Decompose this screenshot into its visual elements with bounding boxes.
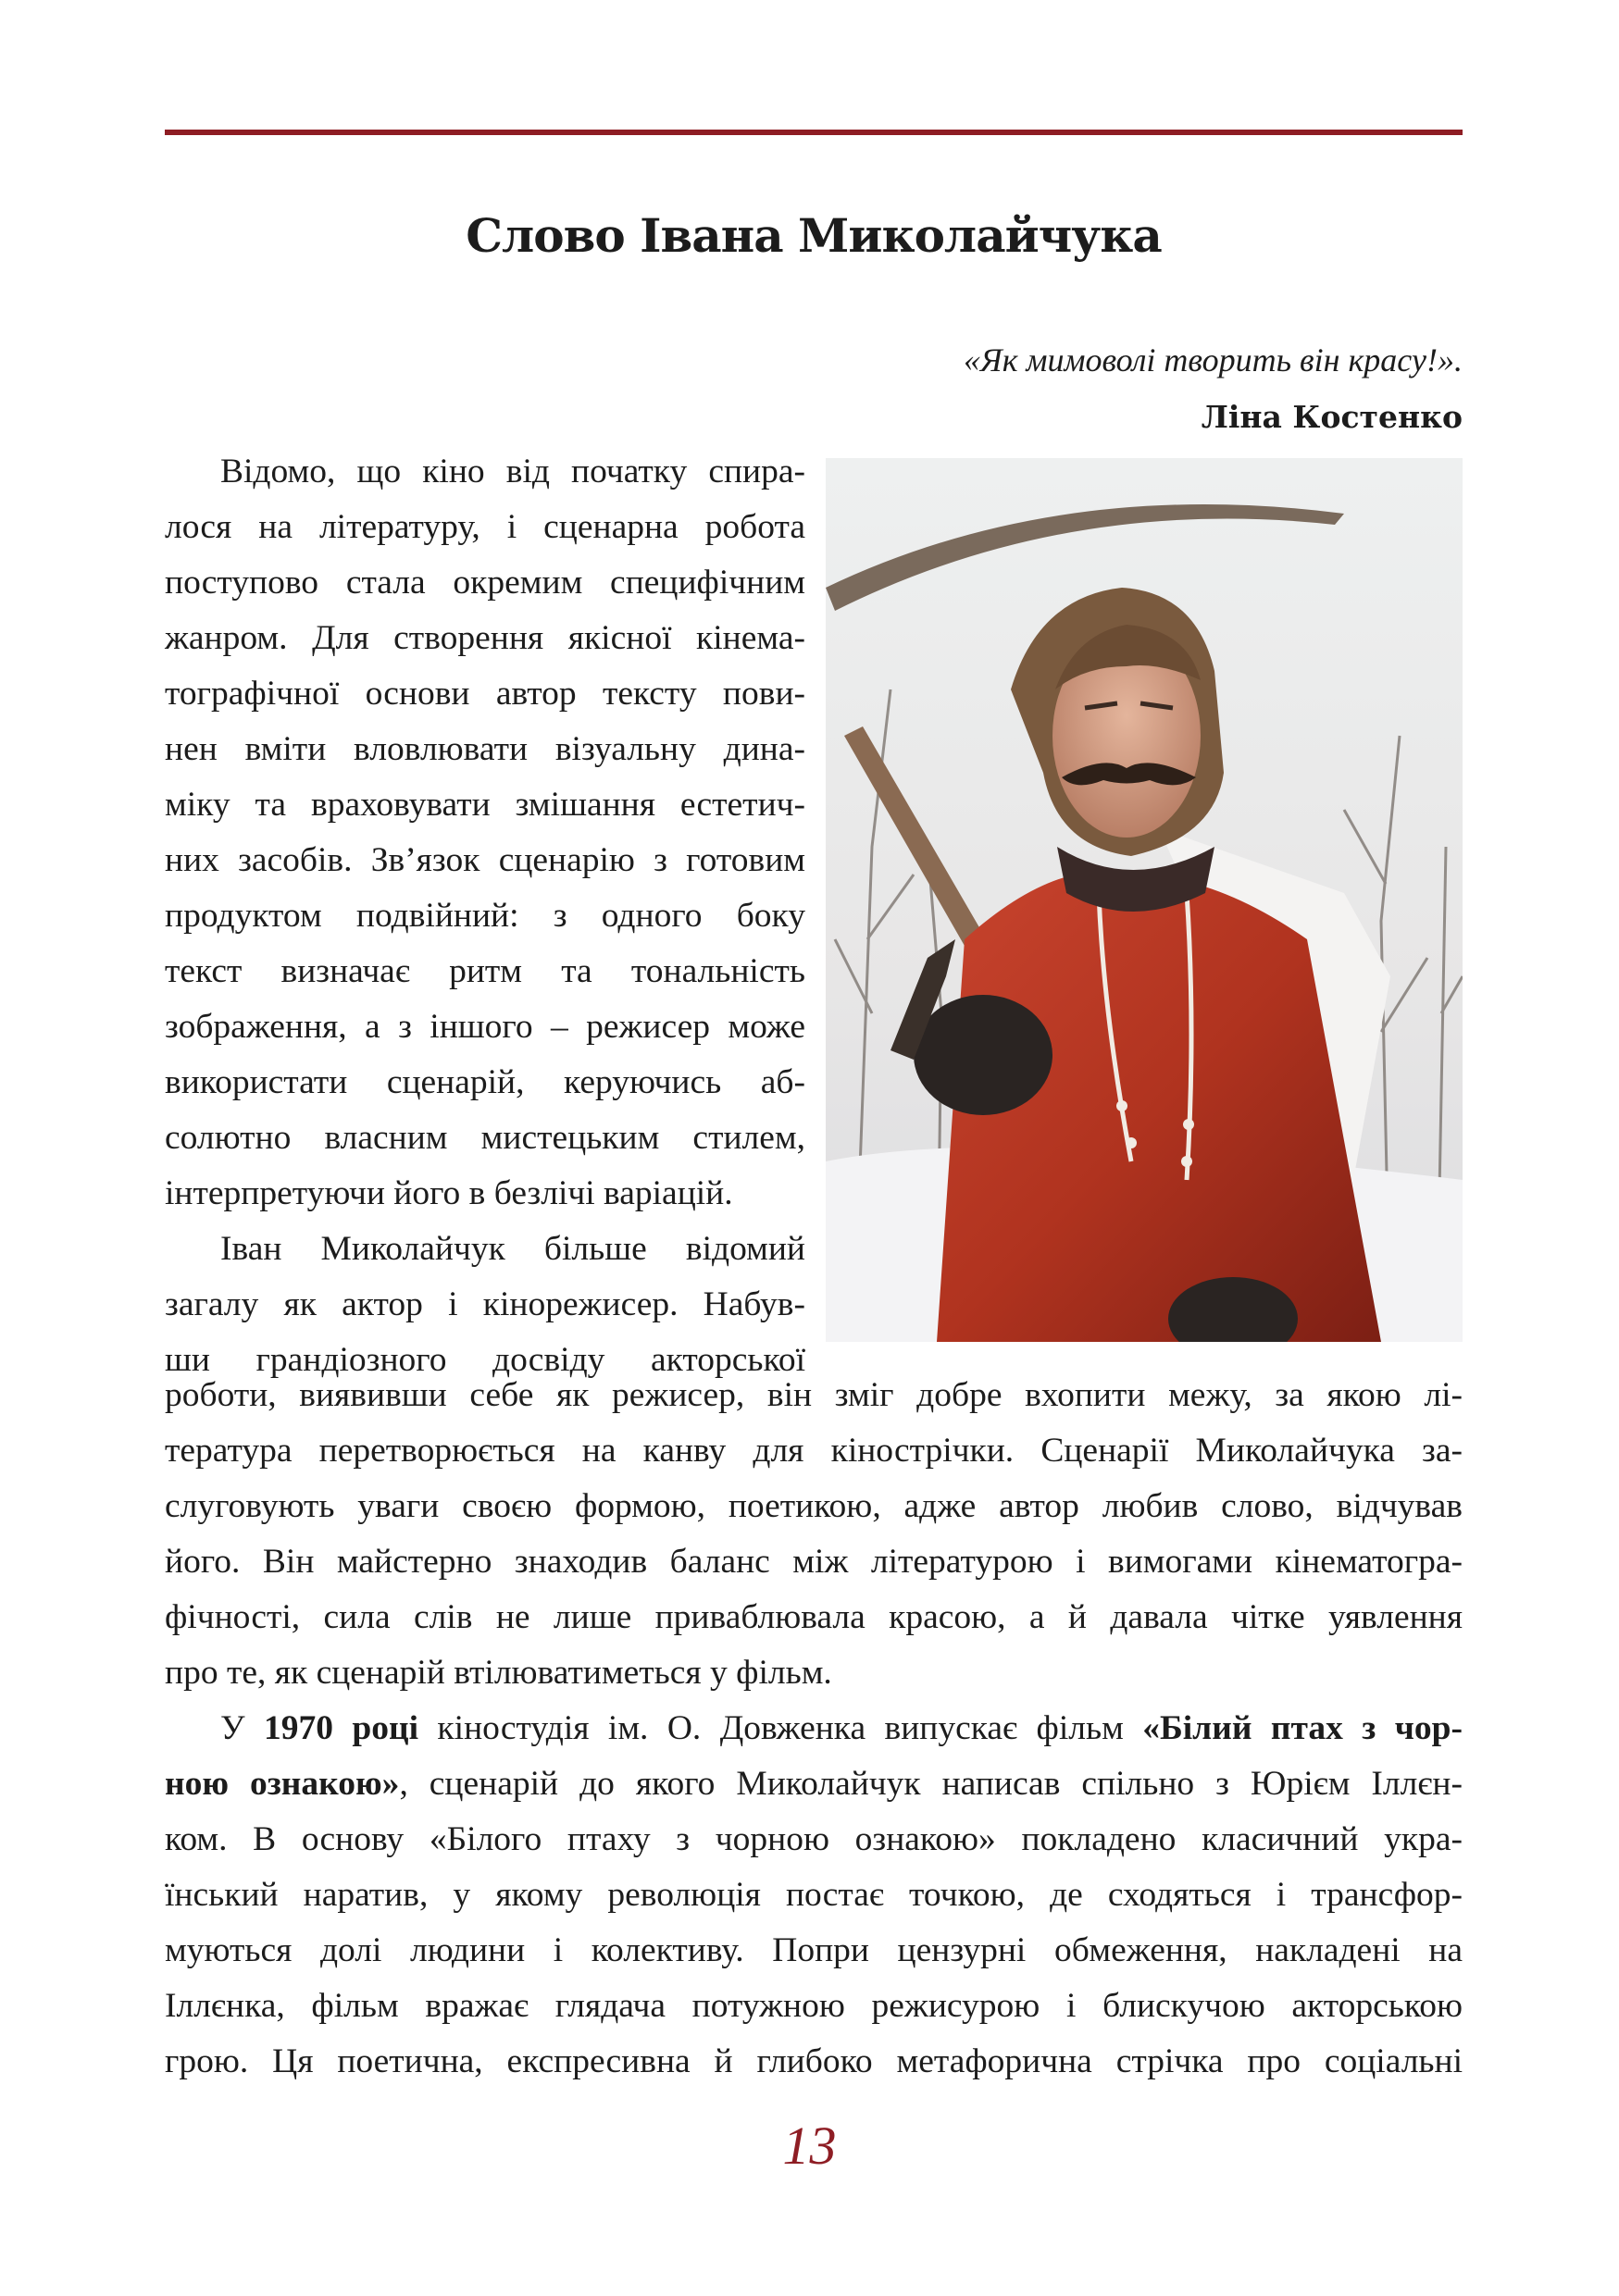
text-line: ком. В основу «Білого птаху з чорною ознакою» покладено класичний укра- <box>165 1820 1463 1858</box>
text-line: Іван Миколайчук більше відомий <box>220 1230 805 1268</box>
text-line: зображення, а з іншого – режисер може <box>165 1008 805 1046</box>
text-line: тографічної основи автор тексту пови- <box>165 675 805 713</box>
text-line: Іллєнка, фільм вражає глядача потужною режисурою і блискучою акторською <box>165 1987 1463 2025</box>
text-line: міку та враховувати змішання естетич- <box>165 786 805 824</box>
text-span: У <box>220 1709 264 1747</box>
text-line: про те, як сценарій втілюватиметься у фільм. <box>165 1654 832 1692</box>
bold-text: 1970 році <box>263 1709 419 1747</box>
text-line: загалу як актор і кінорежисер. Набув- <box>165 1285 805 1323</box>
page-title: Слово Івана Миколайчука <box>466 208 1162 263</box>
text-line: лося на літературу, і сценарна робота <box>165 508 805 546</box>
film-still-photo <box>826 458 1463 1342</box>
text-span: , сценарій до якого Миколайчук написав спільно з Юрієм Іллєн- <box>399 1765 1463 1803</box>
text-line: їнський наратив, у якому революція постає точкою, де сходяться і трансфор- <box>165 1876 1463 1914</box>
epigraph-author: Ліна Костенко <box>1201 399 1463 435</box>
text-line <box>165 1756 1463 1812</box>
text-line: Відомо, що кіно від початку спира- <box>220 453 805 490</box>
text-line: нен вміти вловлювати візуальну дина- <box>165 730 805 768</box>
text-line: слуговують уваги своєю формою, поетикою, адже автор любив слово, відчував <box>165 1487 1463 1525</box>
top-rule <box>165 130 1463 135</box>
epigraph <box>964 338 1463 440</box>
text-line: солютно власним мистецьким стилем, <box>165 1119 805 1157</box>
text-line <box>165 1701 1463 1756</box>
text-span: кіностудія ім. О. Довженка випускає фільм <box>418 1709 1143 1747</box>
text-line: них засобів. Зв’язок сценарію з готовим <box>165 841 805 879</box>
film-still-illustration <box>826 458 1463 1342</box>
page-number: 13 <box>782 2116 837 2176</box>
text-line: ши грандіозного досвіду акторської <box>165 1341 805 1379</box>
bold-text: «Білий птах з чор- <box>1142 1709 1463 1747</box>
text-full-width <box>165 1368 1463 2090</box>
text-line: жанром. Для створення якісної кінема- <box>165 619 805 657</box>
bold-text: ною ознакою» <box>165 1765 400 1803</box>
epigraph-quote: «Як мимоволі творить він красу!». <box>964 341 1463 379</box>
text-line: текст визначає ритм та тональність <box>165 952 805 990</box>
text-line: його. Він майстерно знаходив баланс між літературою і вимогами кінематогра- <box>165 1543 1463 1581</box>
text-line: роботи, виявивши себе як режисер, він зміг добре вхопити межу, за якою лі- <box>165 1376 1463 1414</box>
text-line: грою. Ця поетична, експресивна й глибоко метафорична стрічка про соціальні <box>165 2042 1463 2080</box>
text-line: поступово стала окремим специфічним <box>165 564 805 602</box>
text-line: продуктом подвійний: з одного боку <box>165 897 805 935</box>
text-line: інтерпретуючи його в безлічі варіацій. <box>165 1174 733 1212</box>
text-line: використати сценарій, керуючись аб- <box>165 1063 805 1101</box>
text-line: муються долі людини і колективу. Попри цензурні обмеження, накладені на <box>165 1931 1463 1969</box>
text-line: фічності, сила слів не лише приваблювала красою, а й давала чітке уявлення <box>165 1598 1463 1636</box>
text-line: тература перетворюється на канву для кінострічки. Сценарії Миколайчука за- <box>165 1432 1463 1470</box>
text-column <box>165 444 805 1388</box>
